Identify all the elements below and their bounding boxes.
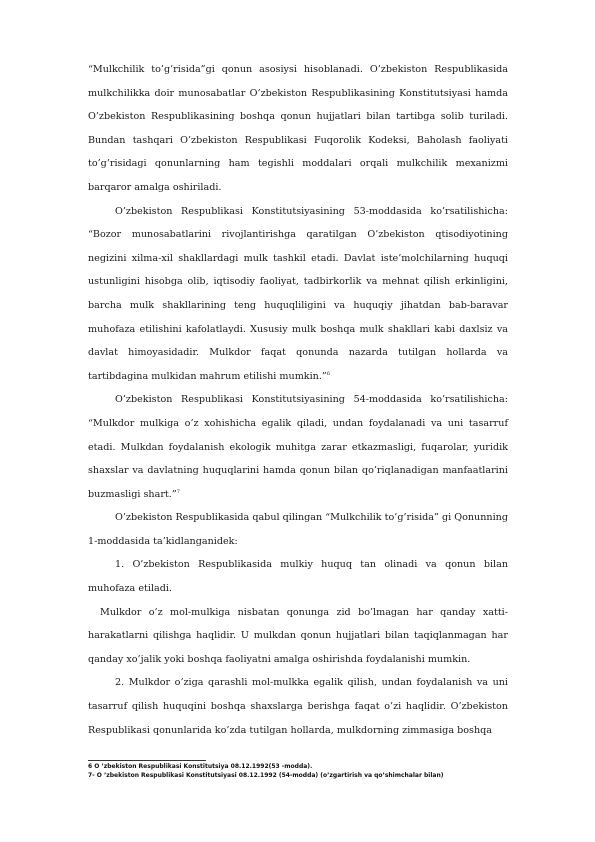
paragraph-7: 2. Mulkdor o’ziga qarashli mol-mulkka egalik qilish, undan foydalanish va uni tasarruf qilish huquqini boshqa shaxslarga berishga faqat o’zi haqlidir. O’zbekiston Respublikasi qonunlarida ko’zda tutilgan hollarda, mulkdorning zimmasiga boshqa <box>88 677 508 736</box>
paragraph-1: “Mulkchilik to’g’risida”gi qonun asosiysi hisoblanadi. O’zbekiston Respublikasida mulkchilikka doir munosabatlar O’zbekiston Respublikasining Konstitutsiyasi hamda O’zbekiston Respublikasining boshqa qonun hujjatlari bilan tartibga solib turiladi. Bundan tashqari O’zbekiston Respublikasi Fuqorolik Kodeksi, Baholash faoliyati to’g’risidagi qonunlarning ham tegishli moddalari orqali mulkchilik mexanizmi barqaror amalga oshiriladi. <box>88 64 508 193</box>
footnotes <box>88 762 508 780</box>
footnote-mark-7: 7 <box>176 488 180 495</box>
paragraph-2: O’zbekiston Respublikasi Konstitutsiyasining 53-moddasida ko’rsatilishicha: “Bozor munosabatlarini rivojlantirishga qaratilgan O’zbekiston qtisodiyotining negizini xilma-xil shakllardagi mulk tashkil etadi. Davlat iste’molchilarning huquqi ustunligini hisobga olib, iqtisodiy faoliyat, tadbirkorlik va mehnat qilish erkinligini, barcha mulk shakllarining teng huquqliligini va huquqiy jihatdan bab-baravar muhofaza etilishini kafolatlaydi. Xususiy mulk boshqa mulk shakllari kabi daxlsiz va davlat himoyasidadir. Mulkdor faqat qonunda nazarda tutilgan hollarda va tartibdagina mulkidan mahrum etilishi mumkin.”$^6$ <box>88 205 508 382</box>
footnote-mark-6: 6 <box>326 370 331 377</box>
paragraph-5: 1. O’zbekiston Respublikasida mulkiy huquq tan olinadi va qonun bilan muhofaza etiladi. <box>88 559 508 595</box>
paragraph-3: O’zbekiston Respublikasi Konstitutsiyasining 54-moddasida ko’rsatilishicha: “Mulkdor mulkiga o’z xohishicha egalik qiladi, undan foydalanadi va uni tasarruf etadi. Mulkdan foydalanish ekologik muhitga zarar etkazmasligi, fuqarolar, yuridik shaxslar va davlatning huquqlarini hamda qonun bilan qo’riqlanadigan manfaatlarini buzmasligi shart.”$^7$ <box>88 394 508 500</box>
footnote-7: 7- O ’zbekiston Respublikasi Konstitutsiyasi 08.12.1992 (54-modda) (o’zgartirish va qo’shimchalar bilan) <box>88 772 444 779</box>
paragraph-6: Mulkdor o’z mol-mulkiga nisbatan qonunga zid bo’lmagan har qanday xatti-harakatlarni qilishga haqlidir. U mulkdan qonun hujjatlari bilan taqiqlanmagan har qanday xo’jalik yoki boshqa faoliyatni amalga oshirishda foydalanishi mumkin. <box>88 606 508 665</box>
paragraph-4: O’zbekiston Respublikasida qabul qilingan “Mulkchilik to’g’risida” gi Qonunning 1-moddasida ta’kidlanganidek: <box>88 512 508 547</box>
footnote-divider <box>88 760 206 761</box>
document-body <box>88 58 508 742</box>
footnote-6: 6 O ’zbekiston Respublikasi Konstitutsiya 08.12.1992(53 -modda). <box>88 763 313 770</box>
